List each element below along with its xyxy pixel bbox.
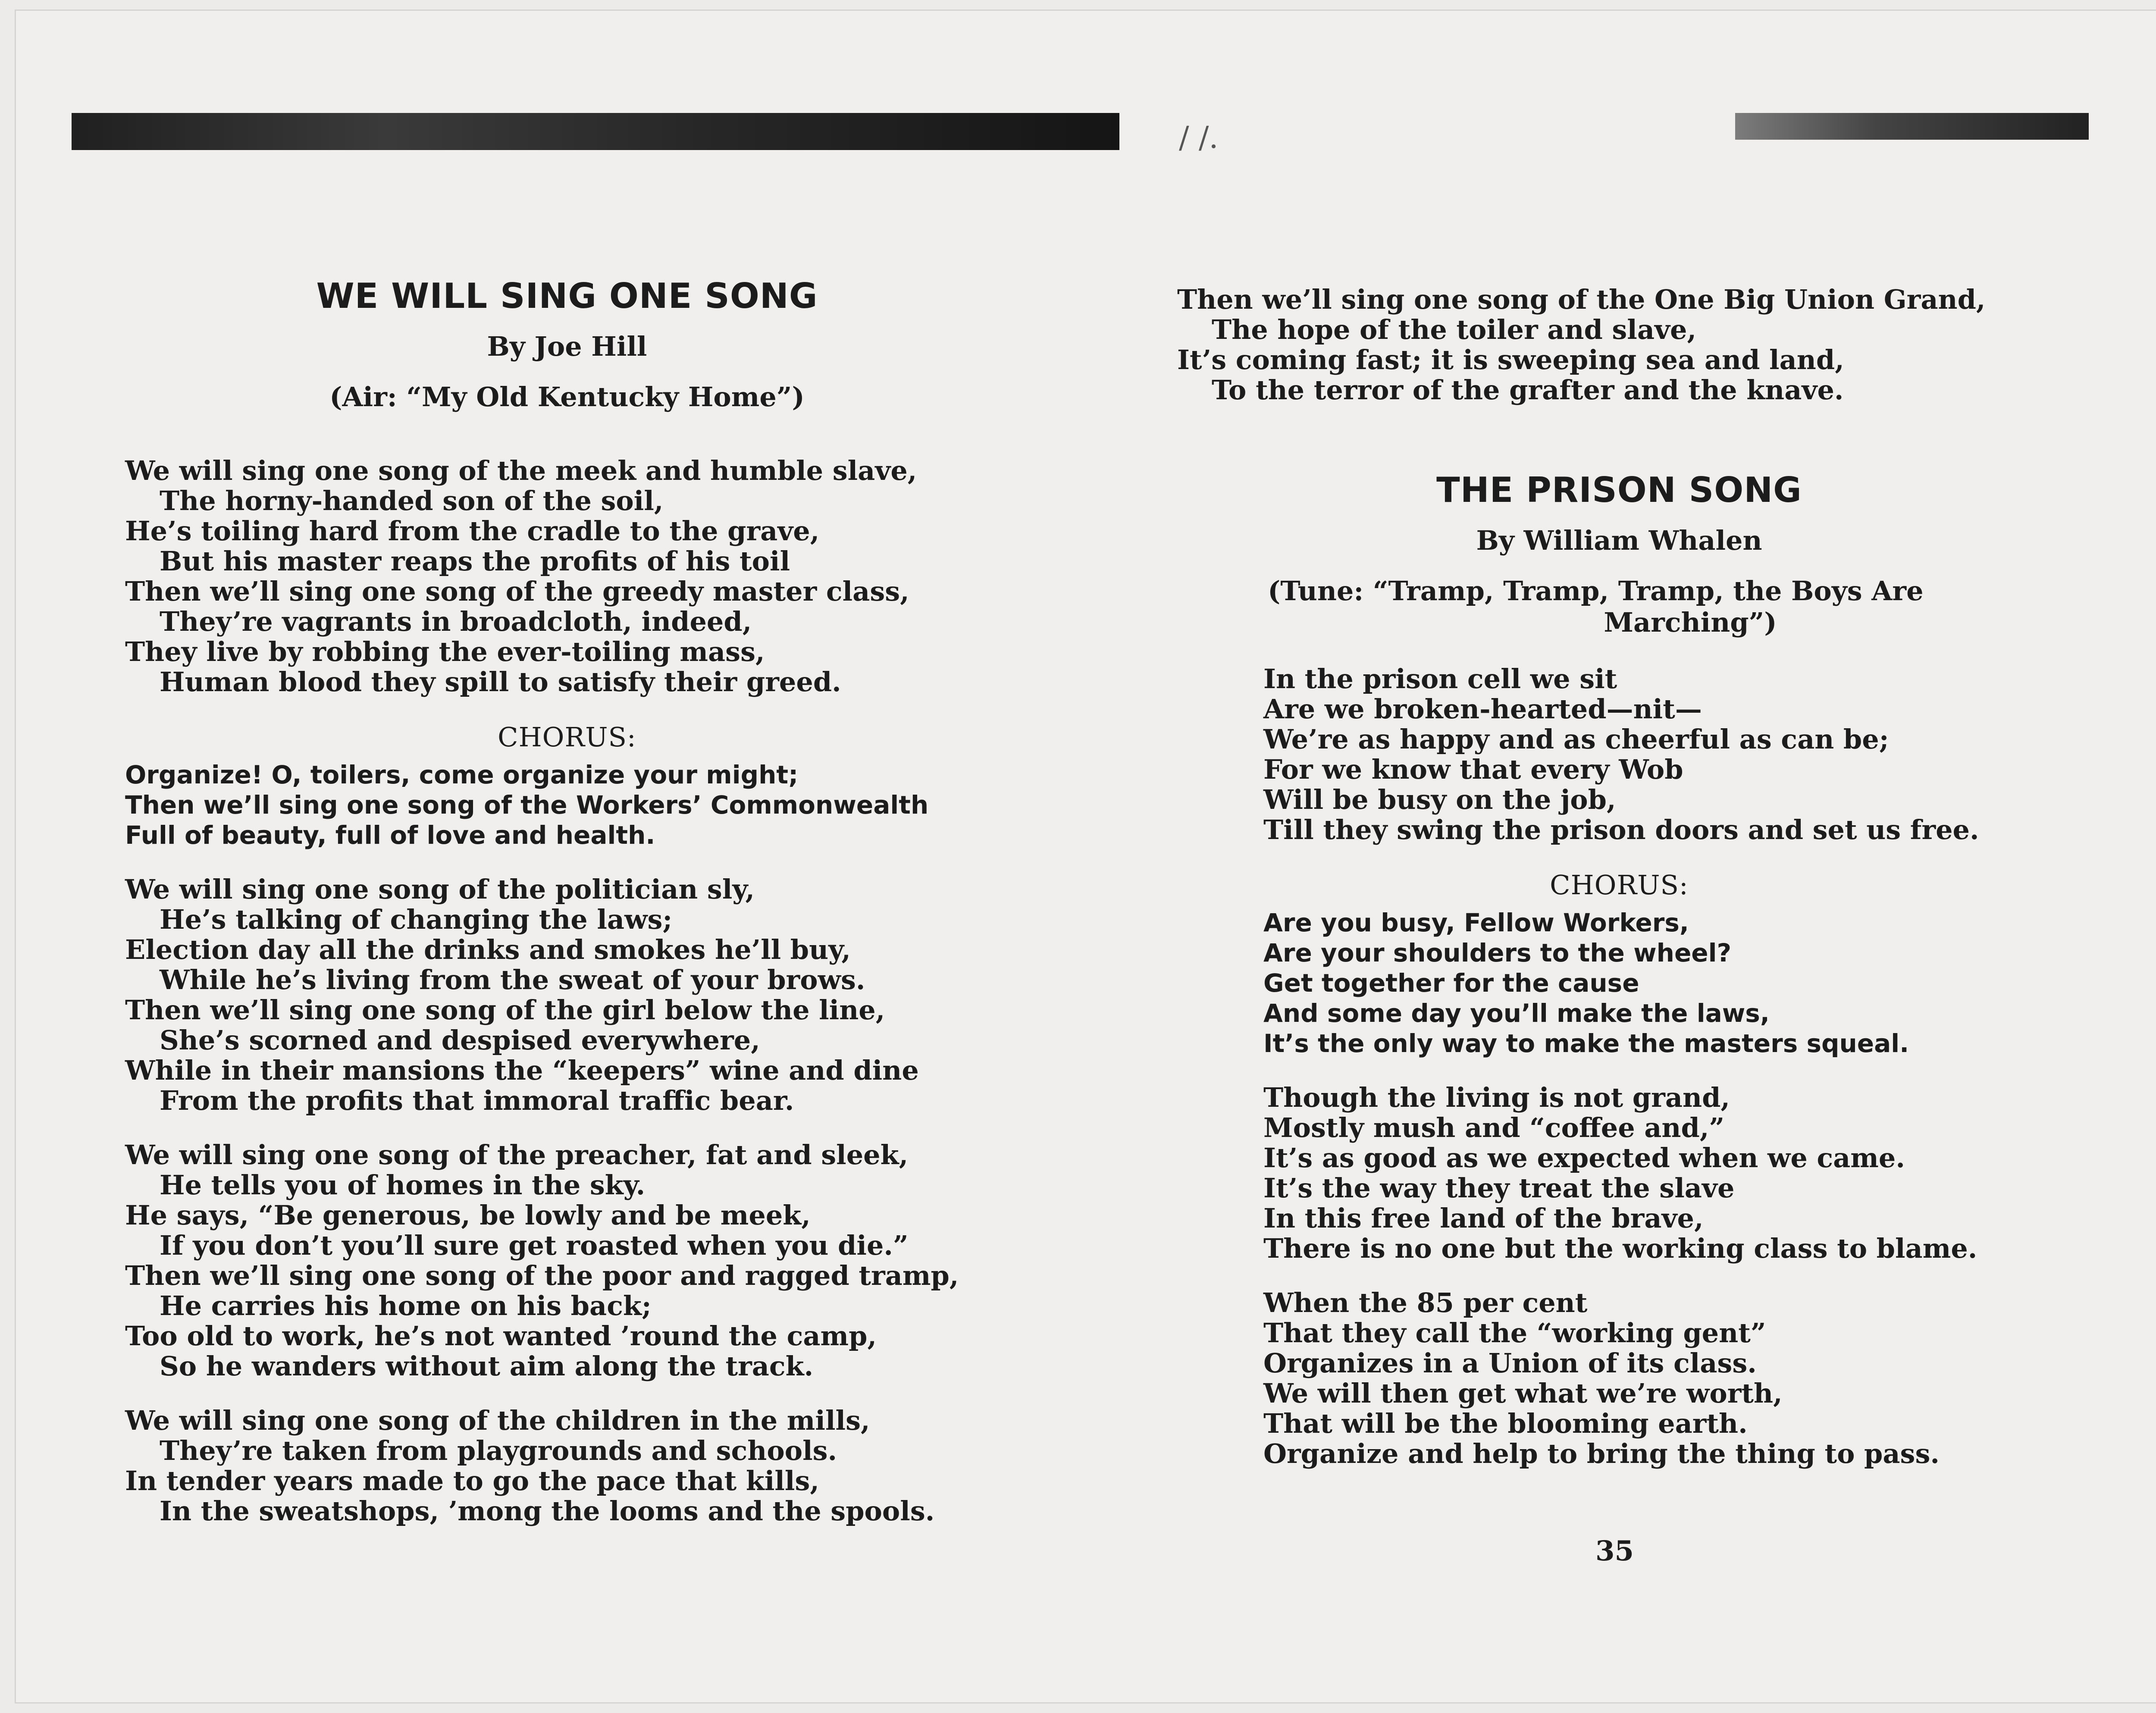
- lyric-line: Then we’ll sing one song of the One Big Union Grand,: [1177, 284, 1986, 315]
- chorus-line: Are you busy, Fellow Workers,: [1263, 908, 1689, 937]
- lyric-line: He’s talking of changing the laws;: [160, 904, 673, 935]
- left-column: [125, 276, 1009, 1550]
- lyric-line: Then we’ll sing one song of the poor and ragged tramp,: [125, 1260, 959, 1291]
- lyric-line: While in their mansions the “keepers” wine and dine: [125, 1055, 919, 1086]
- lyric-line: It’s as good as we expected when we came.: [1263, 1142, 1905, 1174]
- lyric-line: We will sing one song of the children in the mills,: [125, 1405, 870, 1436]
- author-william-whalen: By William Whalen: [1476, 525, 1762, 556]
- song-title-we-will-sing: WE WILL SING ONE SONG: [316, 276, 818, 316]
- lyric-line: While he’s living from the sweat of your brows.: [160, 964, 865, 996]
- lyric-line: So he wanders without aim along the track.: [160, 1350, 814, 1382]
- chorus-line: Organize! O, toilers, come organize your might;: [125, 760, 799, 789]
- lyric-line: That will be the blooming earth.: [1263, 1408, 1748, 1439]
- lyric-line: If you don’t you’ll sure get roasted when you die.”: [160, 1230, 909, 1261]
- lyric-line: Though the living is not grand,: [1263, 1082, 1730, 1113]
- chorus: [125, 760, 1009, 850]
- lyric-line: They’re vagrants in broadcloth, indeed,: [160, 606, 752, 637]
- lyric-line: Too old to work, he’s not wanted ’round the camp,: [125, 1320, 877, 1352]
- lyric-line: We will then get what we’re worth,: [1263, 1378, 1783, 1409]
- lyric-line: He’s toiling hard from the cradle to the grave,: [125, 515, 820, 547]
- lyric-line: Then we’ll sing one song of the girl below the line,: [125, 994, 885, 1026]
- chorus-line: It’s the only way to make the masters squeal.: [1263, 1029, 1909, 1058]
- lyric-line: They’re taken from playgrounds and schools.: [160, 1435, 837, 1466]
- lyric-line: The hope of the toiler and slave,: [1212, 314, 1697, 345]
- stanza-4: [125, 1406, 1009, 1526]
- lyric-line: In tender years made to go the pace that kills,: [125, 1465, 819, 1497]
- stray-marks: / /.: [1179, 120, 1219, 155]
- lyric-line: Mostly mush and “coffee and,”: [1263, 1112, 1725, 1143]
- chorus-line: Get together for the cause: [1263, 968, 1639, 998]
- lyric-line: But his master reaps the profits of his toil: [160, 545, 790, 577]
- chorus-heading: CHORUS:: [498, 721, 636, 753]
- lyric-line: It’s coming fast; it is sweeping sea and land,: [1177, 344, 1844, 376]
- author-joe-hill: By Joe Hill: [487, 331, 647, 362]
- lyric-line: It’s the way they treat the slave: [1263, 1172, 1735, 1204]
- lyric-line: From the profits that immoral traffic bear.: [160, 1085, 794, 1116]
- lyric-line: Organize and help to bring the thing to pass.: [1263, 1438, 1940, 1469]
- lyric-line: Are we broken-hearted—nit—: [1263, 693, 1702, 725]
- lyric-line: The horny-handed son of the soil,: [160, 485, 664, 517]
- prison-stanza-2: [1177, 1083, 2061, 1264]
- lyric-line: When the 85 per cent: [1263, 1287, 1588, 1318]
- lyric-line: In the prison cell we sit: [1263, 663, 1617, 695]
- page-number: 35: [1595, 1535, 1634, 1567]
- lyric-line: To the terror of the grafter and the knave.: [1212, 374, 1844, 406]
- lyric-line: Till they swing the prison doors and set us free.: [1263, 814, 1979, 846]
- lyric-line: He tells you of homes in the sky.: [160, 1169, 646, 1201]
- lyric-line: In this free land of the brave,: [1263, 1203, 1704, 1234]
- prison-chorus: [1177, 908, 2061, 1058]
- chorus-line: Are your shoulders to the wheel?: [1263, 938, 1732, 968]
- prison-stanza-1: [1177, 664, 2061, 845]
- lyric-line: She’s scorned and despised everywhere,: [160, 1024, 760, 1056]
- tune-line-2: Marching”): [1604, 607, 1777, 638]
- stanza-1: [125, 456, 1009, 697]
- lyric-line: There is no one but the working class to blame.: [1263, 1233, 1977, 1264]
- top-border-bar-left: [72, 113, 1119, 150]
- right-column: [1177, 285, 2061, 1493]
- lyric-line: We will sing one song of the politician sly,: [125, 874, 755, 905]
- lyric-line: Then we’ll sing one song of the greedy master class,: [125, 576, 909, 607]
- song-title-prison-song: THE PRISON SONG: [1436, 470, 1802, 510]
- lyric-line: That they call the “working gent”: [1263, 1317, 1766, 1349]
- lyric-line: Will be busy on the job,: [1263, 784, 1616, 815]
- lyric-line: We will sing one song of the meek and humble slave,: [125, 455, 917, 486]
- chorus-line: Then we’ll sing one song of the Workers’ Commonwealth: [125, 790, 929, 820]
- prison-stanza-3: [1177, 1288, 2061, 1469]
- stanza-3: [125, 1140, 1009, 1381]
- tune-line-1: (Tune: “Tramp, Tramp, Tramp, the Boys Are: [1268, 575, 1924, 607]
- top-border-bar-right: [1735, 113, 2089, 140]
- chorus-line: And some day you’ll make the laws,: [1263, 999, 1770, 1028]
- lyric-line: He says, “Be generous, be lowly and be meek,: [125, 1199, 811, 1231]
- air-note: (Air: “My Old Kentucky Home”): [329, 381, 805, 413]
- stanza-2: [125, 874, 1009, 1116]
- continued-stanza: [1177, 285, 2061, 405]
- lyric-line: Organizes in a Union of its class.: [1263, 1347, 1757, 1379]
- lyric-line: They live by robbing the ever-toiling mass,: [125, 636, 765, 667]
- lyric-line: We will sing one song of the preacher, fat and sleek,: [125, 1139, 909, 1171]
- lyric-line: Human blood they spill to satisfy their greed.: [160, 666, 841, 698]
- lyric-line: In the sweatshops, ’mong the looms and the spools.: [160, 1495, 935, 1527]
- lyric-line: For we know that every Wob: [1263, 754, 1683, 785]
- chorus-line: Full of beauty, full of love and health.: [125, 820, 655, 850]
- tune-note: [1177, 575, 2061, 638]
- lyric-line: Election day all the drinks and smokes he’ll buy,: [125, 934, 851, 965]
- lyric-line: We’re as happy and as cheerful as can be;: [1263, 723, 1889, 755]
- lyric-line: He carries his home on his back;: [160, 1290, 652, 1322]
- chorus-heading: CHORUS:: [1550, 869, 1689, 901]
